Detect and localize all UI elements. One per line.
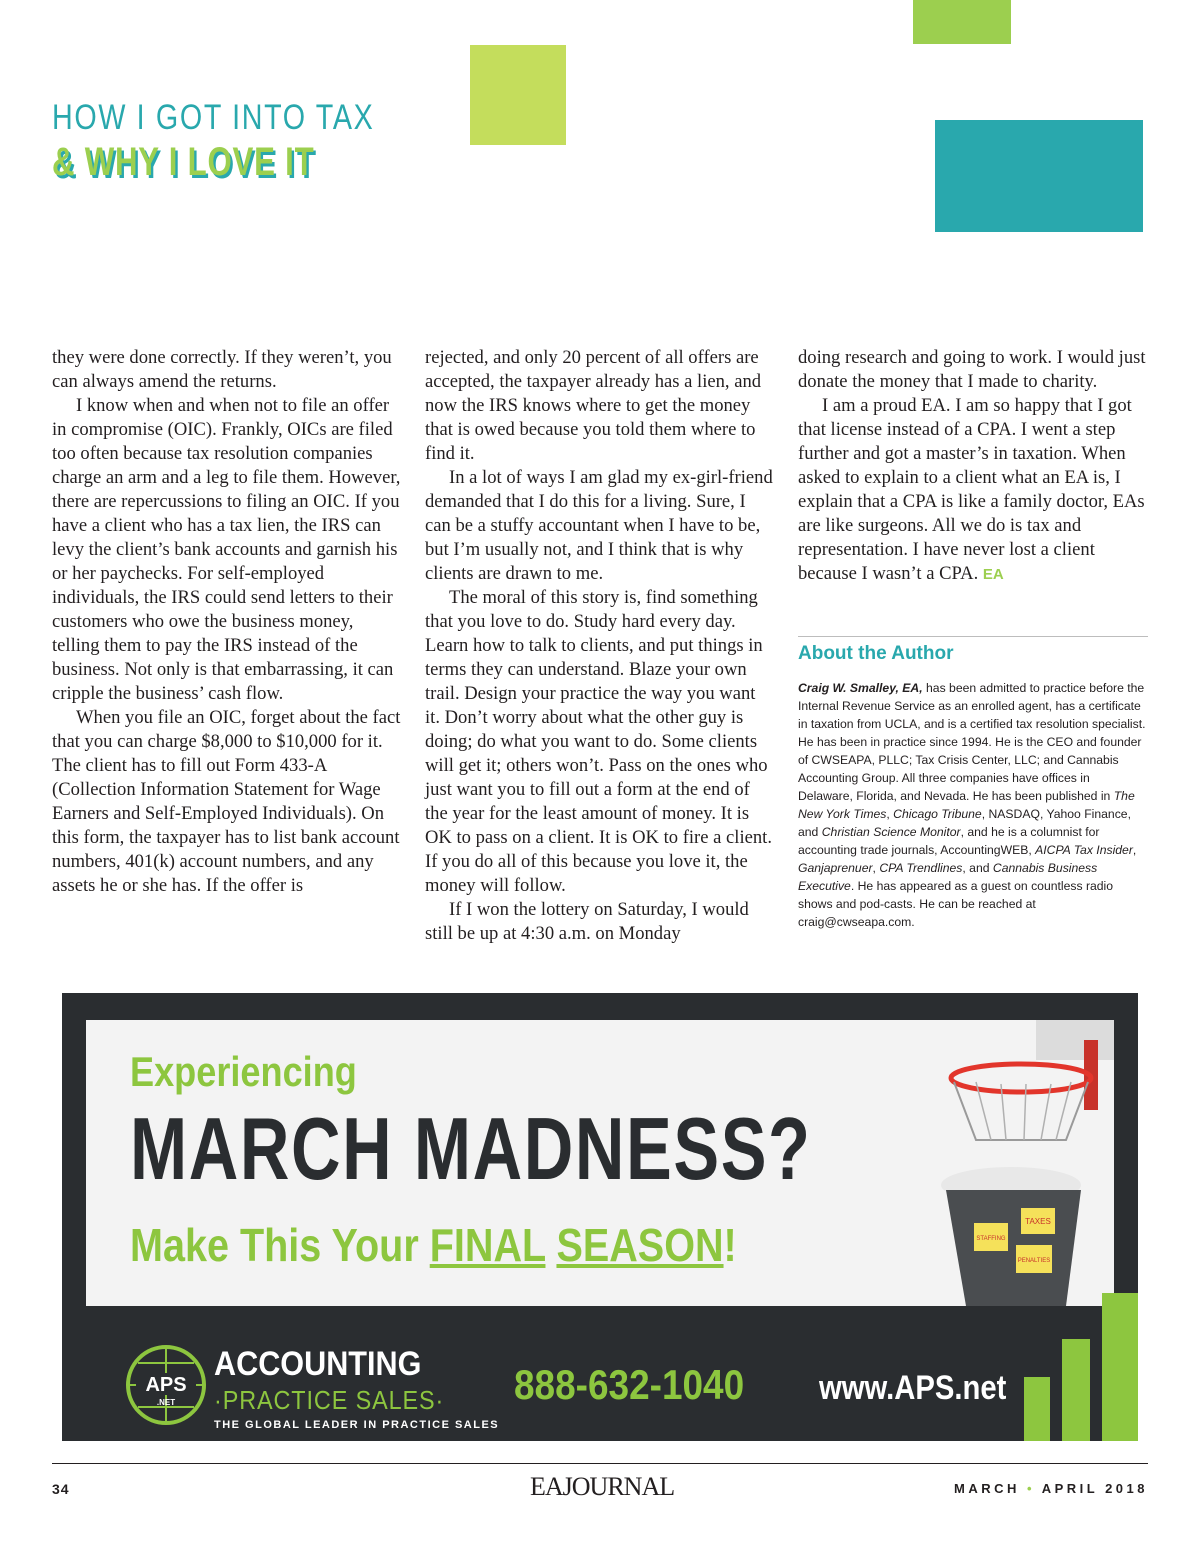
paragraph: In a lot of ways I am glad my ex-girl-friend demanded that I do this for a living. Sure, I can be a stuffy accountant when I have to be, but I’m usually not, and I think that is why clients are drawn to me. (425, 467, 773, 584)
paragraph: doing research and going to work. I would just donate the money that I made to charity. (798, 347, 1146, 392)
separator-dot: • (1027, 1481, 1036, 1496)
issue-month: MARCH (953, 1481, 1020, 1496)
ad-text: FINAL (429, 1219, 546, 1271)
ad-line-experiencing: Experiencing (130, 1048, 357, 1095)
section-header-line1: HOW I GOT INTO TAX (52, 98, 375, 137)
decorative-lime-square (470, 45, 566, 145)
logo-net: .NET (156, 1398, 176, 1407)
ad-text: Make This Your (130, 1219, 430, 1271)
bio-text: , and (962, 861, 993, 875)
article-column-1 (52, 346, 402, 898)
ad-line-march-madness: MARCH MADNESS? (130, 1099, 812, 1198)
paragraph (798, 394, 1148, 587)
article-column-3 (798, 346, 1148, 587)
publication: Ganjaprenuer (798, 861, 873, 875)
divider (798, 636, 1148, 637)
publication: CPA Trendlines (879, 861, 963, 875)
growth-bar (1102, 1293, 1138, 1441)
ad-phone-number[interactable]: 888-632-1040 (514, 1361, 745, 1408)
article-column-2 (425, 346, 775, 946)
publication: AICPA Tax Insider (1035, 843, 1133, 857)
ad-text: SEASON (556, 1219, 724, 1271)
journal-logo: EAJOURNAL (530, 1472, 675, 1501)
brand-tagline: THE GLOBAL LEADER IN PRACTICE SALES (214, 1419, 500, 1431)
publication: The New York Times (798, 789, 1135, 821)
bio-text: , (886, 807, 894, 821)
issue-date (954, 1481, 1148, 1496)
ad-line-final-season (130, 1218, 737, 1272)
bio-text: , NASDAQ, Yahoo Finance, and (798, 807, 1131, 839)
publication: Cannabis Business Executive (798, 861, 1098, 893)
issue-month-year: APRIL 2018 (1041, 1481, 1148, 1496)
paragraph: I know when and when not to file an offer in compromise (OIC). Frankly, OICs are filed too often because tax resolution companies charge an arm and a leg to file them. However, there are repercussions to filing an OIC. If you have a client who has a tax lien, the IRS can levy the client’s bank accounts and garnish his or her paychecks. For self-employed individuals, the IRS could send letters to their customers who owe the business money, telling them to pay the IRS instead of the business. Not only is that embarrassing, it can cripple the business’ cash flow. (52, 395, 401, 704)
paragraph: rejected, and only 20 percent of all offers are accepted, the taxpayer already has a lien, and now the IRS knows where to get the money that is owed because you told them where to find it. (425, 347, 762, 464)
publication: Chicago Tribune (893, 807, 982, 821)
bio-text: , (1132, 843, 1137, 857)
brand-name: ACCOUNTING (214, 1345, 422, 1383)
footer-divider (52, 1463, 1148, 1464)
paragraph: When you file an OIC, forget about the fact that you can charge $8,000 to $10,000 for it. The client has to fill out Form 433-A (Collection Information Statement for Wage Earners and Self-Employed Individuals). On this form, the taxpayer has to list bank account numbers, 401(k) account numbers, and any assets he or she has. If the offer is (52, 707, 401, 896)
ad-text (545, 1219, 556, 1271)
note-text: PENALTIES (1017, 1258, 1051, 1264)
note-text: STAFFING (976, 1236, 1006, 1242)
bio-text: has been admitted to practice before the Internal Revenue Service as an enrolled agent, has a certificate in taxation from UCLA, and is a certified tax resolution specialist. He has been in practice since 1994. He is the CEO and founder of CWSEAPA, PLLC; Tax Crisis Center, LLC; and Cannabis Accounting Group. All three companies have offices in Delaware, Florida, and Nevada. He has been published in (798, 681, 1146, 803)
paragraph: they were done correctly. If they weren’t, you can always amend the returns. (52, 347, 392, 392)
bio-text: . He has appeared as a guest on countless radio shows and pod-casts. He can be reached at craig@cwseapa.com. (798, 879, 1114, 929)
ad-website-link[interactable]: www.APS.net (819, 1369, 1007, 1407)
ad-headline-panel (86, 1020, 1114, 1306)
paragraph: If I won the lottery on Saturday, I would still be up at 4:30 a.m. on Monday (425, 899, 749, 944)
ad-text: ! (723, 1219, 737, 1271)
bio-text: , (872, 861, 880, 875)
author-name: Craig W. Smalley, EA, (798, 681, 923, 695)
growth-bar (1062, 1339, 1090, 1441)
publication: Christian Science Monitor (821, 825, 961, 839)
author-heading: About the Author (798, 643, 954, 664)
logo-letters: APS (145, 1374, 187, 1396)
backboard (1036, 1020, 1114, 1060)
author-bio (798, 679, 1148, 931)
advertisement[interactable] (62, 993, 1138, 1441)
end-mark: EA (982, 566, 1004, 583)
aps-globe-logo (124, 1343, 208, 1427)
bio-text: , and he is a columnist for accounting trade journals, AccountingWEB, (798, 825, 1100, 857)
decorative-teal-rectangle (935, 120, 1143, 232)
section-header-line2: & WHY I LOVE IT (52, 140, 315, 184)
page-number: 34 (52, 1481, 70, 1497)
trash-can (946, 1190, 1081, 1306)
paragraph-text: I am a proud EA. I am so happy that I got that license instead of a CPA. I went a step further and got a master’s in taxation. When asked to explain to a client what an EA is, I explain that a CPA is like a family doctor, EAs are like surgeons. All we do is tax and representation. I have never lost a client because I wasn’t a CPA. (798, 395, 1145, 584)
growth-bar (1024, 1377, 1050, 1441)
brand-subtitle: ·PRACTICE SALES· (214, 1385, 445, 1415)
note-text: TAXES (1025, 1217, 1051, 1226)
paragraph: The moral of this story is, find something that you love to do. Study hard every day. Learn how to talk to clients, and put things in terms they can understand. Blaze your own trail. Design your practice the way you want it. Don’t worry about what the other guy is doing; do what you want to do. Some clients will get it; others won’t. Pass on the ones who just want you to fill out a form at the end of the year for the least amount of money. It is OK to pass on a client. It is OK to fire a client. If you do all of this because you love it, the money will follow. (425, 587, 772, 896)
decorative-green-bar (913, 0, 1011, 44)
basketball-hoop-trash-can-illustration (906, 1020, 1114, 1306)
